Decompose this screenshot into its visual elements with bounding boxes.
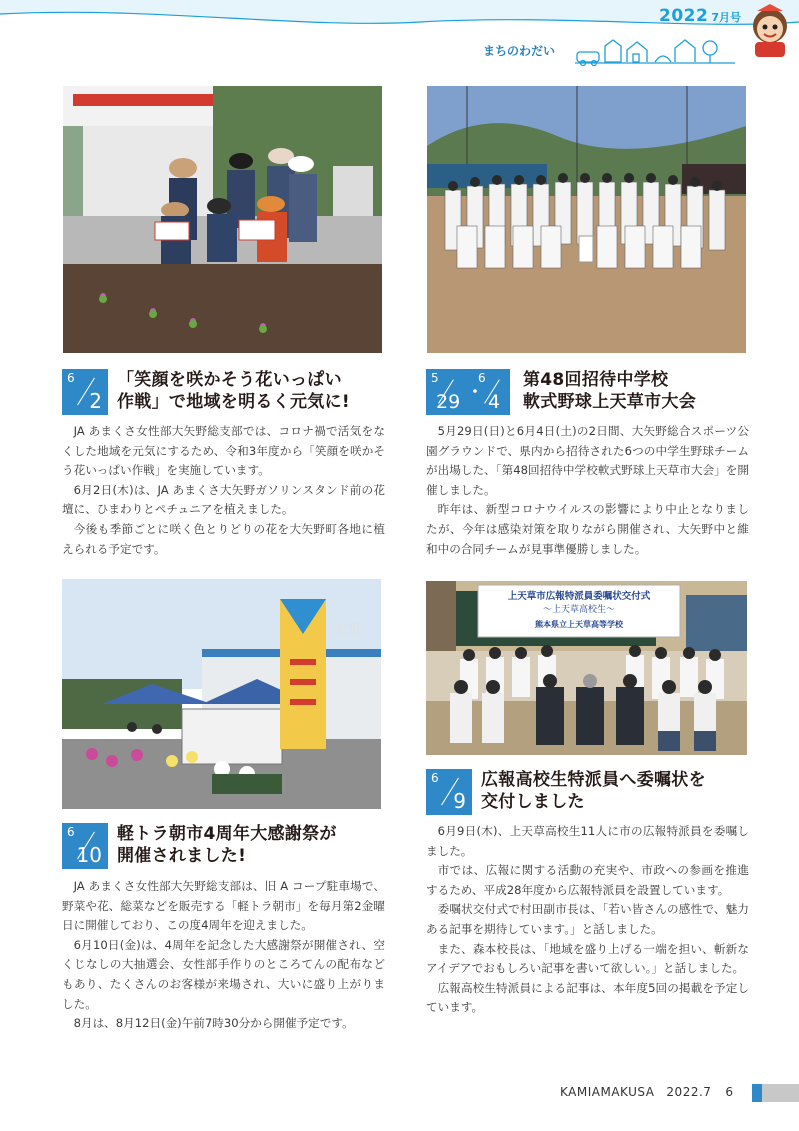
title-line: 軽トラ朝市4周年大感謝祭が (117, 824, 337, 844)
title-line: 作戦」で地域を明るく元気に! (117, 392, 350, 412)
paragraph: JA あまくさ女性部大矢野総支部では、コロナ禍で活気をなくした地域を元気にするため、令和3年度から「笑顔を咲かそう花いっぱい作戦」を実施しています。 (62, 424, 385, 478)
date-day: 2 (89, 389, 102, 413)
title-line: 「笑顔を咲かそう花いっぱい (117, 370, 342, 390)
paragraph: 6月9日(木)、上天草高校生11人に市の広報特派員を委嘱しました。 (426, 824, 749, 858)
banner-line-3: 熊本県立上天草高等学校 (535, 620, 623, 629)
article-1-body (62, 422, 385, 559)
date-badge-article-3 (62, 823, 108, 869)
photo-correspondent-ceremony (426, 581, 747, 755)
date-badge-article-1 (62, 369, 108, 415)
article-2-title (523, 369, 753, 413)
article-1-title (117, 369, 387, 413)
date-badge-article-4 (426, 769, 472, 815)
paragraph: 6月2日(木)は、JA あまくさ大矢野ガソリンスタンド前の花壇に、ひまわりとペチュニアを植えました。 (62, 482, 385, 517)
banner-line-1: 上天草市広報特派員委嘱状交付式 (507, 591, 651, 602)
article-3-body (62, 877, 385, 1034)
issue-year: 2022 (659, 6, 709, 26)
title-line: 軟式野球上天草市大会 (523, 392, 696, 412)
paragraph: また、森本校長は、「地域を盛り上げる一端を担い、斬新なアイデアでおもしろい記事を書いて欲しい。」と話しました。 (426, 941, 749, 976)
date-a-day: 29 (436, 391, 461, 413)
shop-sign-text: 矢野 (334, 622, 362, 638)
article-3-title (117, 823, 387, 867)
title-line: 交付しました (481, 792, 585, 812)
date-b-month: 6 (478, 371, 486, 385)
paragraph: 6月10日(金)は、4周年を記念した大感謝祭が開催され、空くじなしの大抽選会、女性部手作りのところてんの配布などもあり、たくさんのお客様が来場され、大いに盛り上がりました。 (62, 937, 385, 1011)
paragraph: 広報高校生特派員による記事は、本年度5回の掲載を予定しています。 (426, 980, 749, 1015)
magazine-name: KAMIAMAKUSA (560, 1085, 655, 1099)
date-month: 6 (431, 771, 439, 785)
date-b-day: 4 (488, 391, 501, 413)
paragraph: JA あまくさ女性部大矢野総支部は、旧 A コープ駐車場で、野菜や花、総菜などを販売する「軽トラ朝市」を毎月第2金曜日に開催しており、この度4周年を迎えました。 (62, 879, 385, 933)
photo-flower-planting (63, 86, 382, 353)
paragraph: 昨年は、新型コロナウイルスの影響により中止となりましたが、今年は感染対策を取りながら開催され、大矢野中と維和中の合同チームが見事準優勝しました。 (426, 502, 749, 556)
article-2-body (426, 422, 749, 559)
paragraph: 5月29日(日)と6月4日(土)の2日間、大矢野総合スポーツ公園グラウンドで、県内から招待された6つの中学生野球チームが出場した、「第48回招待中学校軟式野球上天草市大会」を開催しました。 (426, 424, 749, 497)
paragraph: 市では、広報に関する活動の充実や、市政への参画を推進するため、平成28年度から広報特派員を設置しています。 (426, 863, 749, 897)
town-skyline-icon (575, 36, 735, 66)
date-month: 6 (67, 825, 75, 839)
paragraph: 委嘱状交付式で村田副市長は、「若い皆さんの感性で、魅力ある記事を期待しています。」と話しました。 (426, 902, 749, 936)
date-a-month: 5 (431, 371, 439, 385)
paragraph: 今後も季節ごとに咲く色とりどりの花を大矢野町各地に植えられる予定です。 (62, 521, 385, 556)
mascot-icon (745, 2, 795, 60)
date-separator: ・ (467, 382, 484, 401)
footer-bar-accent (752, 1084, 762, 1102)
date-badge-article-2 (426, 369, 510, 415)
section-title: まちのわだい (483, 44, 556, 58)
title-line: 開催されました! (117, 846, 247, 866)
page-number: 6 (725, 1085, 734, 1099)
paragraph: 8月は、8月12日(金)午前7時30分から開催予定です。 (73, 1016, 354, 1031)
date-month: 6 (67, 371, 75, 385)
title-line: 広報高校生特派員へ委嘱状を (481, 770, 706, 790)
banner-line-2: ～上天草高校生～ (542, 605, 616, 615)
issue-label (659, 6, 741, 26)
page-footer (560, 1085, 734, 1099)
issue-month: 7月号 (711, 11, 741, 24)
title-line: 第48回招待中学校 (523, 370, 669, 390)
article-4-body (426, 822, 749, 1018)
date-day: 10 (76, 843, 102, 867)
footer-bar (752, 1084, 799, 1102)
issue-number: 2022.7 (666, 1085, 712, 1099)
photo-baseball-team (427, 86, 746, 353)
article-4-title (481, 769, 751, 813)
photo-morning-market (62, 579, 381, 809)
date-day: 9 (453, 789, 466, 813)
